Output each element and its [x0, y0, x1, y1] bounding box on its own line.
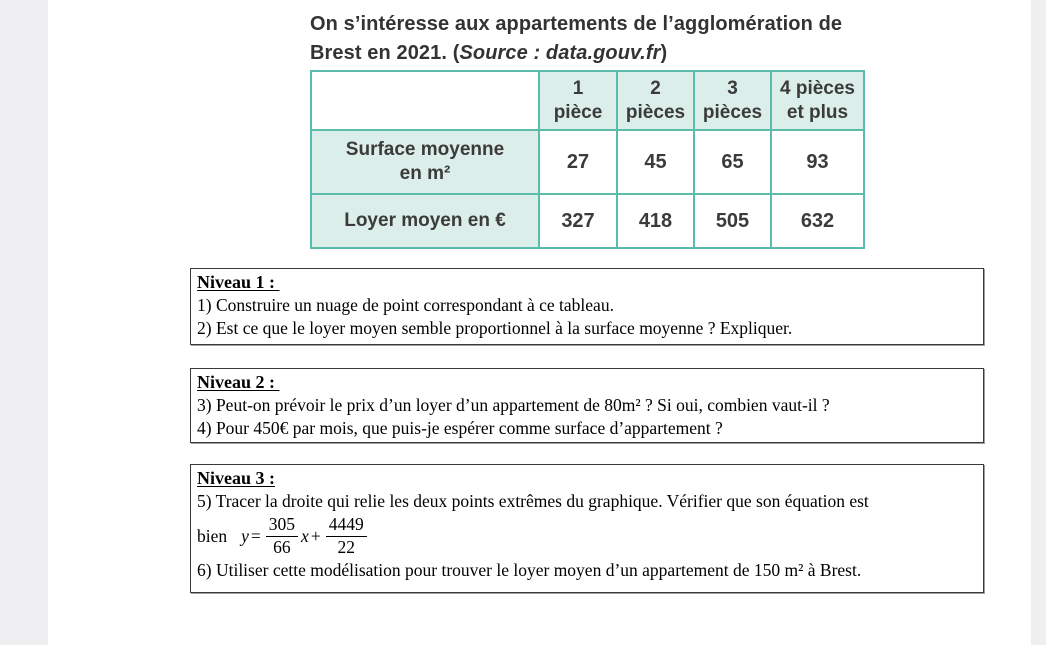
row-label-loyer: Loyer moyen en € [311, 194, 539, 248]
equation-equals: = [250, 525, 261, 546]
equation-fraction-1: $\frac{305}{66}$ [266, 515, 298, 557]
table-cell: 65 [694, 130, 771, 194]
exercise-box-niveau-3 [190, 464, 984, 593]
equation-fraction-2: $\frac{4449}{22}$ [326, 515, 367, 557]
table-cell: 505 [694, 194, 771, 248]
box-title-niveau-2: Niveau 2 : [197, 372, 280, 392]
table-cell: 93 [771, 130, 864, 194]
exercise-box-niveau-1 [190, 268, 984, 345]
equation-prefix: bien [197, 525, 228, 546]
table-cell: 27 [539, 130, 617, 194]
question-1: 1) Construire un nuage de point correspondant à ce tableau. [197, 295, 614, 315]
question-2: 2) Est ce que le loyer moyen semble proportionnel à la surface moyenne ? Expliquer. [197, 318, 793, 338]
table-header-row [311, 71, 864, 130]
table-row-loyer [311, 194, 864, 248]
col-header-1-piece: 1 pièce [539, 71, 617, 130]
exercise-box-niveau-2 [190, 368, 984, 443]
table-corner-empty [311, 71, 539, 130]
col-header-3-pieces: 3 pièces [694, 71, 771, 130]
question-3: 3) Peut-on prévoir le prix d’un loyer d’un appartement de 80m² ? Si oui, combien vaut-il ? [197, 395, 830, 415]
intro-line-2: Brest en 2021. (Source : data.gouv.fr) [310, 42, 668, 64]
source-reference: Source : data.gouv.fr [459, 42, 661, 64]
table-row-surface [311, 130, 864, 194]
table-cell: 418 [617, 194, 694, 248]
apartments-data-table [310, 70, 865, 249]
intro-paragraph [310, 10, 842, 68]
box-title-niveau-1: Niveau 1 : [197, 272, 280, 292]
equation-y: y [241, 525, 249, 546]
question-5: 5) Tracer la droite qui relie les deux points extrêmes du graphique. Vérifier que son équation est [197, 491, 869, 511]
col-header-2-pieces: 2 pièces [617, 71, 694, 130]
table-cell: 632 [771, 194, 864, 248]
table-cell: 45 [617, 130, 694, 194]
equation-line [197, 513, 975, 559]
question-6: 6) Utiliser cette modélisation pour trouver le loyer moyen d’un appartement de 150 m² à Brest. [197, 560, 862, 580]
row-label-surface: Surface moyenne en m² [311, 130, 539, 194]
question-4: 4) Pour 450€ par mois, que puis-je espérer comme surface d’appartement ? [197, 418, 723, 438]
document-page [48, 0, 1031, 645]
equation-x: x [301, 525, 309, 546]
equation-plus: + [310, 525, 321, 546]
table-cell: 327 [539, 194, 617, 248]
intro-line-1: On s’intéresse aux appartements de l’agglomération de [310, 13, 843, 35]
col-header-4-pieces-et-plus: 4 pièces et plus [771, 71, 864, 130]
box-title-niveau-3: Niveau 3 : [197, 468, 275, 488]
